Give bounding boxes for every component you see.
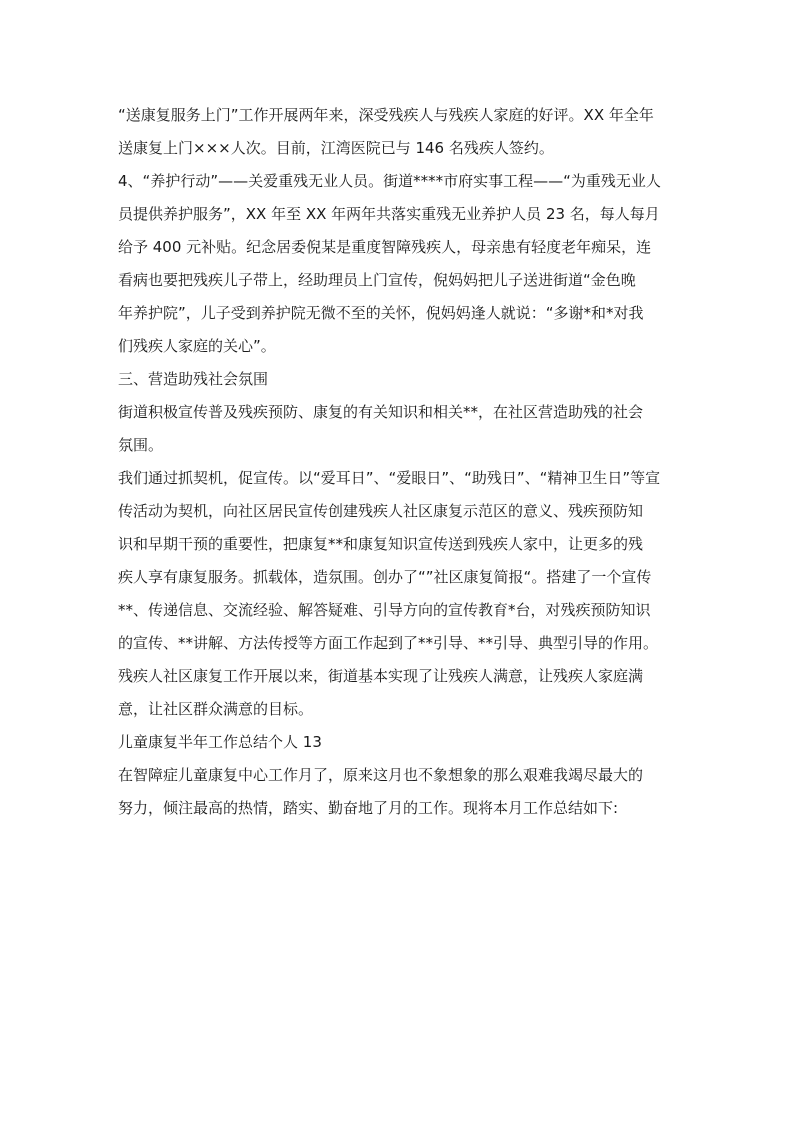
text-line: 我们通过抓契机，促宣传。以“爱耳日”、“爱眼日”、“助残日”、“精神卫生日”等宣 [118,469,661,487]
text-line: 识和早期干预的重要性，把康复**和康复知识宣传送到残疾人家中，让更多的残 [118,535,644,553]
text-line: 4、“养护行动”——关爱重残无业人员。街道****市府实事工程——“为重残无业人 [118,172,661,190]
text-line: 意，让社区群众满意的目标。 [118,700,314,718]
text-line: 传活动为契机，向社区居民宣传创建残疾人社区康复示范区的意义、残疾预防知 [118,502,644,520]
text-line: **、传递信息、交流经验、解答疑难、引导方向的宣传教育*台，对残疾预防知识 [118,601,651,619]
text-line: 看病也要把残疾儿子带上，经助理员上门宣传，倪妈妈把儿子送进街道“金色晚 [118,271,636,289]
text-line: 员提供养护服务”，XX 年至 XX 年两年共落实重残无业养护人员 23 名，每人每月 [118,205,660,223]
text-line: 努力，倾注最高的热情，踏实、勤奋地了月的工作。现将本月工作总结如下: [118,799,619,817]
section-heading: 三、营造助残社会氛围 [118,370,269,388]
text-line: 给予 400 元补贴。纪念居委倪某是重度智障残疾人，母亲患有轻度老年痴呆，连 [118,238,652,256]
text-line: 年养护院”，儿子受到养护院无微不至的关怀，倪妈妈逢人就说：“多谢*和*对我 [118,304,644,322]
text-line: 街道积极宣传普及残疾预防、康复的有关知识和相关**，在社区营造助残的社会 [118,403,644,421]
text-line: 疾人享有康复服务。抓载体，造氛围。创办了“”社区康复简报“。搭建了一个宣传 [118,568,652,586]
text-line: 残疾人社区康复工作开展以来，街道基本实现了让残疾人满意，让残疾人家庭满 [118,667,644,685]
text-line: “送康复服务上门”工作开展两年来，深受残疾人与残疾人家庭的好评。XX 年全年 [118,106,654,124]
text-line: 在智障症儿童康复中心工作月了，原来这月也不象想象的那么艰难我竭尽最大的 [118,766,644,784]
document-body [118,99,683,825]
text-line: 们残疾人家庭的关心”。 [118,337,276,355]
text-line: 氛围。 [118,436,164,454]
section-title: 儿童康复半年工作总结个人 13 [118,733,322,751]
text-line: 的宣传、**讲解、方法传授等方面工作起到了**引导、**引导、典型引导的作用。 [118,634,659,652]
text-line: 送康复上门×××人次。目前，江湾医院已与 146 名残疾人签约。 [118,139,554,157]
